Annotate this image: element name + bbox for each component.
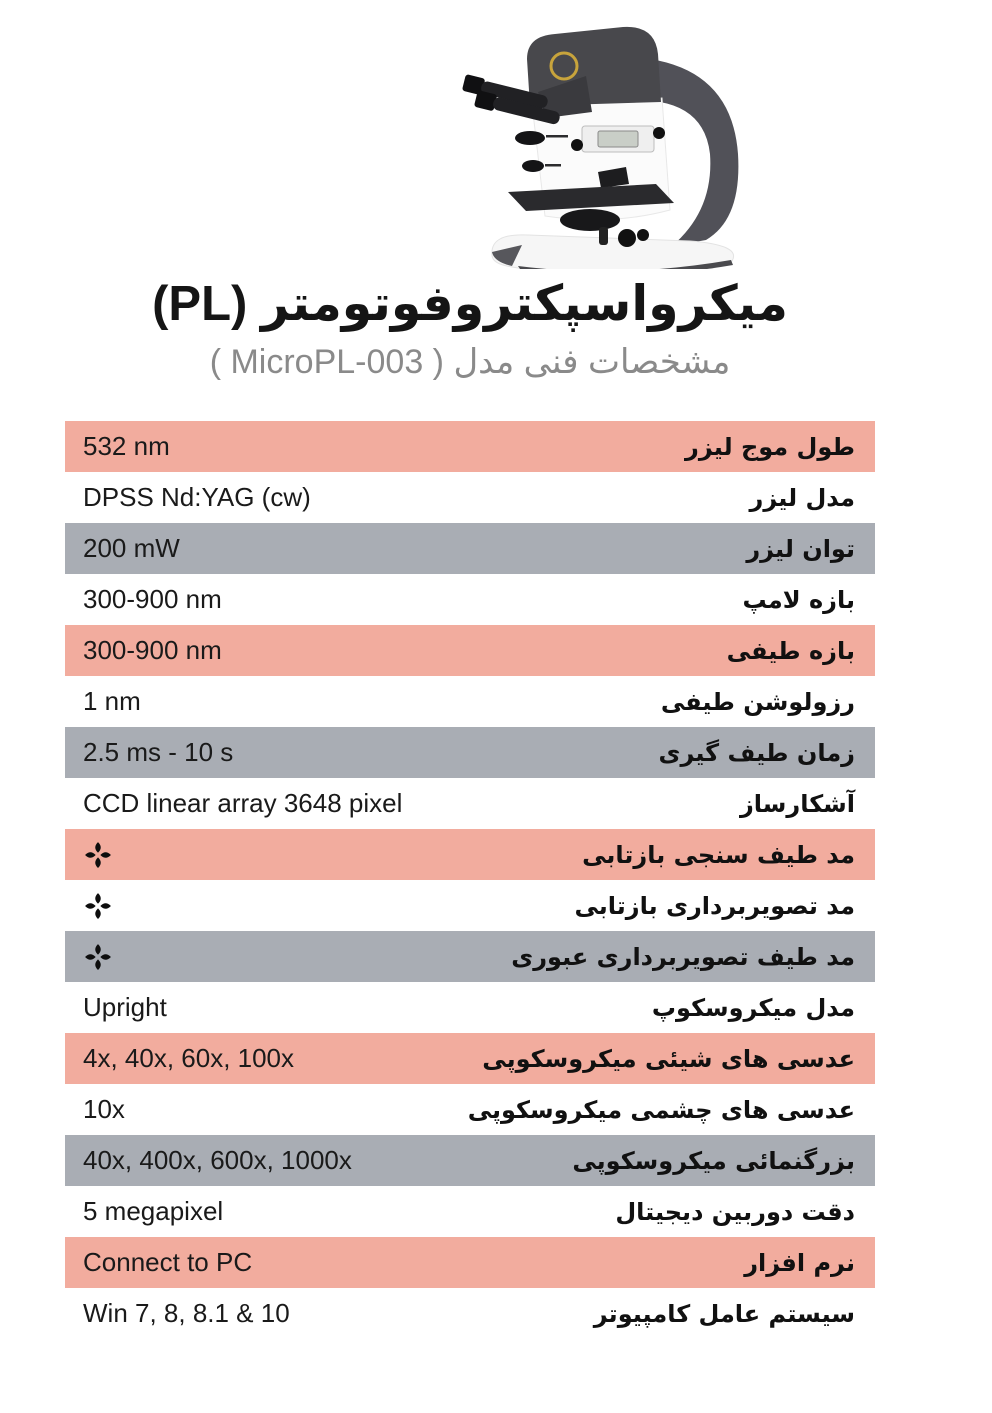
table-row: [65, 931, 875, 982]
spec-value: [83, 942, 113, 972]
table-row: [65, 829, 875, 880]
spec-label: مدل لیزر: [749, 483, 855, 512]
spec-label: مد تصویربرداری بازتابی: [574, 891, 855, 920]
spec-value: CCD linear array 3648 pixel: [83, 788, 403, 818]
table-row: [65, 1033, 875, 1084]
spec-value: Connect to PC: [83, 1247, 253, 1277]
spec-label: توان لیزر: [746, 534, 855, 563]
table-row: [65, 1186, 875, 1237]
spec-value: 200 mW: [83, 533, 180, 563]
spec-value: DPSS Nd:YAG (cw): [83, 482, 311, 512]
spec-label: رزولوشن طیفی: [660, 687, 855, 716]
flower-asterisk-icon: [83, 942, 113, 972]
spec-label: دقت دوربین دیجیتال: [615, 1197, 855, 1226]
spec-label: طول موج لیزر: [685, 432, 855, 461]
title-block: [65, 278, 875, 382]
spec-label: مدل میکروسکوپ: [651, 993, 855, 1022]
spec-label: نرم افزار: [744, 1248, 855, 1277]
spec-value: Win 7, 8, 8.1 & 10: [83, 1298, 290, 1328]
spec-value: 300-900 nm: [83, 584, 222, 614]
table-row: [65, 1237, 875, 1288]
spec-value: Upright: [83, 992, 167, 1022]
spec-label: عدسی های شیئی میکروسکوپی: [482, 1044, 855, 1073]
spec-table: [65, 421, 875, 1339]
spec-value: 4x, 40x, 60x, 100x: [83, 1043, 295, 1073]
table-row: [65, 472, 875, 523]
spec-value: 10x: [83, 1094, 125, 1124]
spec-value: [83, 891, 113, 921]
spec-value: 40x, 400x, 600x, 1000x: [83, 1145, 352, 1175]
spec-label: مد طیف سنجی بازتابی: [582, 840, 855, 869]
spec-value: 2.5 ms - 10 s: [83, 737, 234, 767]
table-row: [65, 982, 875, 1033]
spec-value: [83, 840, 113, 870]
spec-value: 300-900 nm: [83, 635, 222, 665]
spec-value: 5 megapixel: [83, 1196, 224, 1226]
table-row: [65, 625, 875, 676]
spec-label: بازه طیفی: [726, 636, 855, 665]
spec-value: 1 nm: [83, 686, 141, 716]
page-title: میکرواسپکتروفوتومتر (PL): [152, 277, 788, 331]
spec-label: بزرگنمائی میکروسکوپی: [572, 1146, 855, 1175]
flower-asterisk-icon: [83, 891, 113, 921]
spec-label: سیستم عامل کامپیوتر: [593, 1299, 855, 1328]
spec-label: زمان طیف گیری: [658, 738, 855, 767]
spec-label: مد طیف تصویربرداری عبوری: [511, 942, 855, 971]
spec-value: 532 nm: [83, 431, 170, 461]
table-row: [65, 1135, 875, 1186]
table-row: [65, 574, 875, 625]
spec-label: عدسی های چشمی میکروسکوپی: [467, 1095, 855, 1124]
flower-asterisk-icon: [83, 840, 113, 870]
microscope-image: [450, 14, 750, 272]
microscope-illustration-svg: [450, 14, 750, 269]
table-row: [65, 727, 875, 778]
table-row: [65, 421, 875, 472]
table-row: [65, 523, 875, 574]
table-row: [65, 1084, 875, 1135]
table-row: [65, 778, 875, 829]
table-row: [65, 676, 875, 727]
page-subtitle: مشخصات فنی مدل ( MicroPL-003 ): [209, 342, 731, 381]
table-row: [65, 880, 875, 931]
spec-label: بازه لامپ: [742, 585, 855, 614]
table-row: [65, 1288, 875, 1339]
spec-label: آشکارساز: [739, 789, 855, 818]
